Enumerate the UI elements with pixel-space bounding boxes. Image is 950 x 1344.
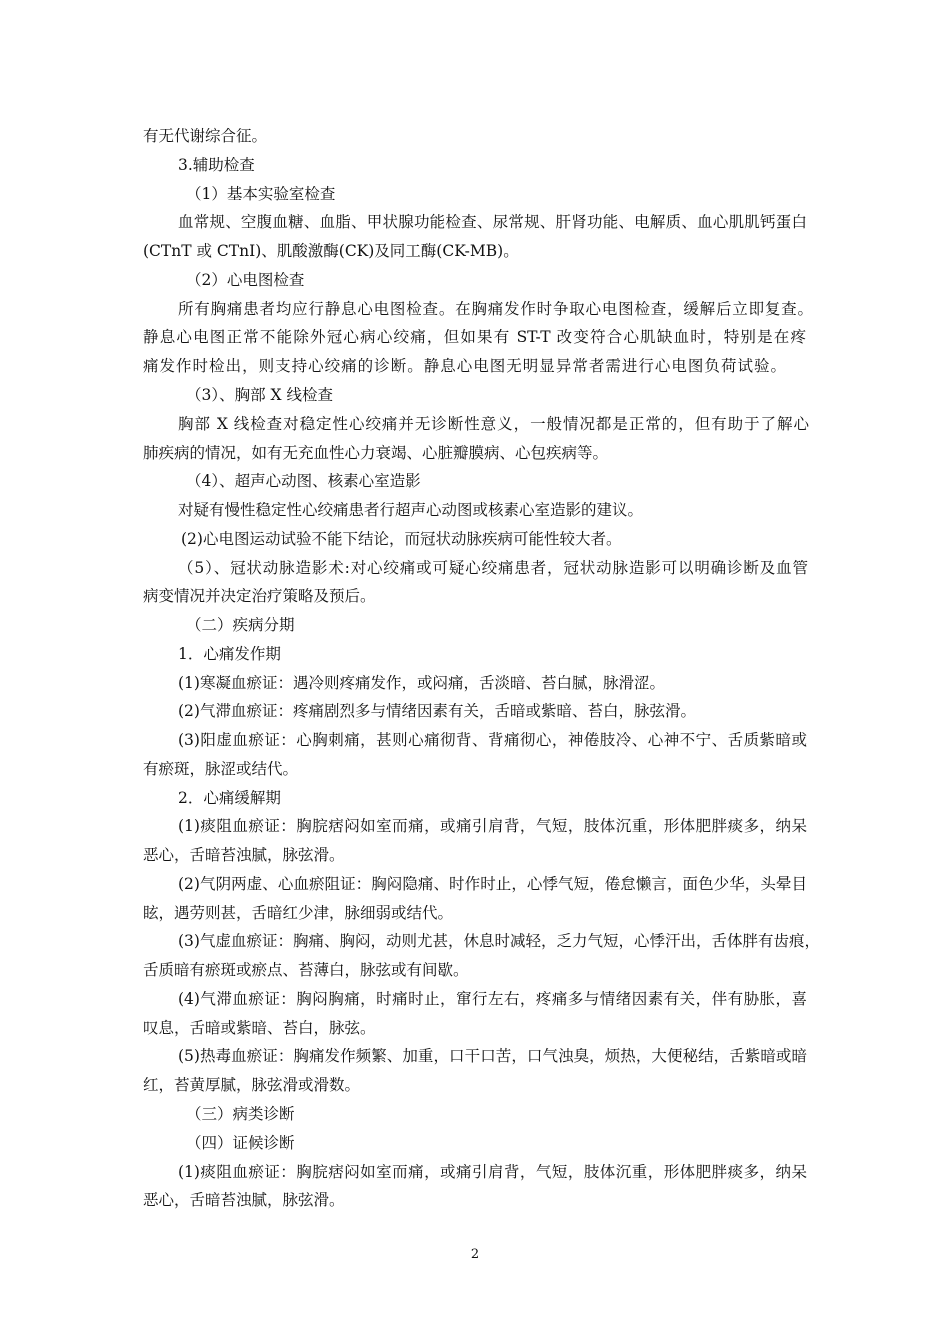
text-line: 静息心电图正常不能除外冠心病心绞痛，但如果有 ST-T 改变符合心肌缺血时，特别是在疼 — [143, 328, 806, 346]
text-line: 有瘀斑，脉涩或结代。 — [143, 760, 299, 778]
text-line: 恶心，舌暗苔浊腻，脉弦滑。 — [143, 1191, 345, 1209]
text-line: (CTnT 或 CTnI)、肌酸激酶(CK)及同工酶(CK-MB)。 — [143, 242, 519, 260]
text-line: (2)气滞血瘀证：疼痛剧烈多与情绪因素有关，舌暗或紫暗、苔白，脉弦滑。 — [178, 702, 696, 720]
subsection-heading: （三）病类诊断 — [186, 1105, 295, 1123]
subsection-heading: （2）心电图检查 — [186, 271, 305, 289]
text-line: 对疑有慢性稳定性心绞痛患者行超声心动图或核素心室造影的建议。 — [178, 501, 644, 519]
subsection-heading: （3）、胸部 X 线检查 — [186, 386, 334, 404]
text-line: 胸部 X 线检查对稳定性心绞痛并无诊断性意义，一般情况都是正常的，但有助于了解心 — [178, 415, 809, 433]
text-line: (5)热毒血瘀证：胸痛发作频繁、加重，口干口苦，口气浊臭，烦热，大便秘结，舌紫暗或暗 — [178, 1047, 807, 1065]
text-line: （5）、冠状动脉造影术:对心绞痛或可疑心绞痛患者，冠状动脉造影可以明确诊断及血管 — [178, 559, 808, 577]
page-number: 2 — [470, 1247, 480, 1262]
section-heading: 1．心痛发作期 — [178, 645, 281, 663]
text-line: (2)气阴两虚、心血瘀阻证：胸闷隐痛、时作时止，心悸气短，倦怠懒言，面色少华，头晕目 — [178, 875, 807, 893]
text-line: (3)阳虚血瘀证：心胸刺痛，甚则心痛彻背、背痛彻心，神倦肢冷、心神不宁、舌质紫暗或 — [178, 731, 807, 749]
text-line: (2)心电图运动试验不能下结论，而冠状动脉疾病可能性较大者。 — [181, 530, 622, 548]
text-line: (1)寒凝血瘀证：遇冷则疼痛发作，或闷痛，舌淡暗、苔白腻，脉滑涩。 — [178, 674, 665, 692]
subsection-heading: （1）基本实验室检查 — [186, 185, 336, 203]
text-line: 叹息，舌暗或紫暗、苔白，脉弦。 — [143, 1019, 376, 1037]
text-line: 所有胸痛患者均应行静息心电图检查。在胸痛发作时争取心电图检查，缓解后立即复查。 — [178, 300, 813, 318]
text-line: 有无代谢综合征。 — [143, 127, 268, 145]
text-line: (4)气滞血瘀证：胸闷胸痛，时痛时止，窜行左右，疼痛多与情绪因素有关，伴有胁胀，喜 — [178, 990, 807, 1008]
subsection-heading: （4）、超声心动图、核素心室造影 — [186, 472, 421, 490]
text-line: 肺疾病的情况，如有无充血性心力衰竭、心脏瓣膜病、心包疾病等。 — [143, 444, 609, 462]
text-line: 病变情况并决定治疗策略及预后。 — [143, 587, 376, 605]
text-line: (1)痰阻血瘀证：胸脘痞闷如室而痛，或痛引肩背，气短，肢体沉重，形体肥胖痰多，纳呆 — [178, 817, 807, 835]
section-heading: 2．心痛缓解期 — [178, 789, 281, 807]
section-heading: 3.辅助检查 — [178, 156, 255, 174]
text-line: 痛发作时检出，则支持心绞痛的诊断。静息心电图无明显异常者需进行心电图负荷试验。 — [143, 357, 786, 375]
text-line: 舌质暗有瘀斑或瘀点、苔薄白，脉弦或有间歇。 — [143, 961, 469, 979]
subsection-heading: （四）证候诊断 — [186, 1134, 295, 1152]
text-line: (1)痰阻血瘀证：胸脘痞闷如室而痛，或痛引肩背，气短，肢体沉重，形体肥胖痰多，纳呆 — [178, 1163, 807, 1181]
subsection-heading: （二）疾病分期 — [186, 616, 295, 634]
text-line: (3)气虚血瘀证：胸痛、胸闷，动则尤甚，休息时减轻，乏力气短，心悸汗出，舌体胖有齿痕， — [178, 932, 820, 950]
text-line: 恶心，舌暗苔浊腻，脉弦滑。 — [143, 846, 345, 864]
text-line: 血常规、空腹血糖、血脂、甲状腺功能检查、尿常规、肝肾功能、电解质、血心肌肌钙蛋白 — [178, 213, 807, 231]
text-line: 眩，遇劳则甚，舌暗红少津，脉细弱或结代。 — [143, 904, 454, 922]
text-line: 红，苔黄厚腻，脉弦滑或滑数。 — [143, 1076, 361, 1094]
